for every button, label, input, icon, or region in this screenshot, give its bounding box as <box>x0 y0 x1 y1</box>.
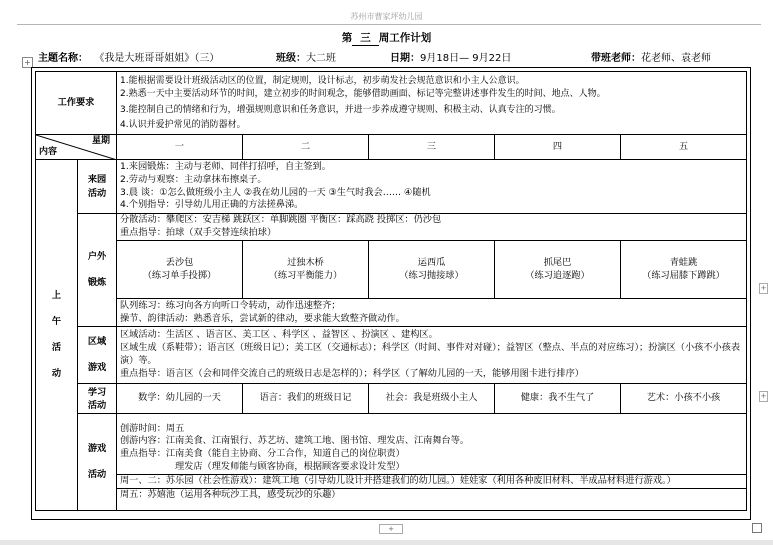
teacher-field <box>591 49 711 64</box>
game-label: 游戏活动 <box>78 414 117 511</box>
game-row <box>36 414 747 511</box>
row-resize-handle[interactable]: + <box>760 392 767 400</box>
horizontal-scrollbar[interactable] <box>0 540 773 545</box>
arrival-line: 3.晨 谈：①怎么做班级小主人 ②我在幼儿园的一天 ③生气时我会…… ④随机 <box>120 186 431 198</box>
work-req-line: 1.能根据需要设计班级活动区的位置，制定规则，设计标志，初步萌发社会规范意识和小主人公意识。 <box>120 76 525 86</box>
work-req-line: 4.认识并爱护常见的消防器材。 <box>120 120 246 130</box>
study-fri: 艺术：小孩不小孩 <box>621 384 747 414</box>
area-row <box>36 327 747 384</box>
arrival-row <box>36 160 747 214</box>
area-line: 区域活动：生活区 、语言区、美工区 、科学区 、益智区 、扮演区 、建构区。 <box>120 329 438 341</box>
outdoor-games-row <box>36 241 747 299</box>
outdoor-drill-cell <box>117 299 747 327</box>
table-resize-handle[interactable] <box>752 523 762 533</box>
date-label: 日期： <box>390 53 420 64</box>
arrival-line: 2.劳动与观察：主动拿抹布擦桌子。 <box>120 173 267 185</box>
class-value: 大二班 <box>306 53 336 64</box>
morning-activities-label: 上午活动 <box>36 160 78 511</box>
page-title <box>0 30 773 46</box>
area-line: 重点指导：语言区（会和同伴交流自己的班级日志是怎样的）；科学区（了解幼儿园的一天，能够用图卡进行排序） <box>120 367 584 379</box>
game-focus-2: 理发店（理发师能与顾客协商，根据顾客要求设计发型） <box>175 461 405 472</box>
arrival-label: 来园活动 <box>78 160 117 214</box>
study-mon: 数学：幼儿园的一天 <box>117 384 243 414</box>
outdoor-zones-row <box>36 214 747 241</box>
study-row <box>36 384 747 414</box>
title-suffix: 周工作计划 <box>378 32 432 44</box>
theme-value: 《我是大班哥哥姐姐》（三） <box>94 53 220 64</box>
header-divider <box>17 24 761 25</box>
day-header-row <box>36 135 747 160</box>
area-cell <box>117 327 747 384</box>
game-time: 创游时间：周五 <box>120 422 185 434</box>
game-fri: 周五：苏嬉池（运用各种玩沙工具，感受玩沙的乐趣） <box>117 488 746 502</box>
outdoor-game-wed: 运西瓜 （练习抛接球） <box>369 241 495 299</box>
study-label: 学习活动 <box>78 384 117 414</box>
game-cell <box>117 414 747 511</box>
row-resize-handle[interactable]: + <box>760 284 767 292</box>
work-req-cell <box>117 72 747 135</box>
game-content: 创游内容：江南美食、江南银行、苏艺坊、建筑工地、图书馆、理发店、江南舞台等。 <box>120 435 470 447</box>
arrival-line: 4.个别指导：引导幼儿用正确的方法搓鼻涕。 <box>120 199 304 211</box>
table-move-handle[interactable]: + <box>22 57 33 68</box>
day-monday: 一 <box>117 135 243 160</box>
area-game-label: 区域游戏 <box>78 327 117 384</box>
title-week: 三 <box>352 30 379 46</box>
date-field <box>390 49 511 64</box>
outdoor-drill-row <box>36 299 747 327</box>
weekly-plan-table <box>35 71 747 511</box>
day-wednesday: 三 <box>369 135 495 160</box>
teacher-label: 带班老师： <box>591 53 641 64</box>
class-label: 班级： <box>276 53 306 64</box>
outdoor-zones: 分散活动：攀爬区：安吉梯 跳跃区：单脚跳圈 平衡区：踩高跷 投掷区：仍沙包 <box>120 214 442 226</box>
week-label: 星期 <box>91 136 110 146</box>
work-req-label: 工作要求 <box>36 72 117 135</box>
content-label: 内容 <box>39 147 58 158</box>
outdoor-game-thu: 抓尾巴 （练习追逐跑） <box>495 241 621 299</box>
title-prefix: 第 <box>341 32 353 44</box>
week-content-header <box>36 135 117 160</box>
work-req-line: 3.能控制自己的情绪和行为，增强规则意识和任务意识，并进一步养成遵守规则、积极主动、认真专注的习惯。 <box>120 105 561 115</box>
outdoor-game-mon: 丢沙包 （练习单手投掷） <box>117 241 243 299</box>
study-tue: 语言：我们的班级日记 <box>243 384 369 414</box>
day-friday: 五 <box>621 135 747 160</box>
class-field <box>276 49 336 64</box>
study-wed: 社会：我是班级小主人 <box>369 384 495 414</box>
add-row-handle[interactable]: + <box>379 524 403 534</box>
school-header: 苏州市曹家坪幼儿园 <box>350 12 423 21</box>
study-thu: 健康：我不生气了 <box>495 384 621 414</box>
drill-line: 操节、韵律活动：熟悉音乐，尝试新的律动，要求能大致整齐做动作。 <box>120 312 405 324</box>
outdoor-game-tue: 过独木桥 （练习平衡能力） <box>243 241 369 299</box>
drill-line: 队列练习：练习向各方向听口令转动，动作迅速整齐； <box>120 299 341 311</box>
work-req-row <box>36 72 747 135</box>
arrival-cell <box>117 160 747 214</box>
day-tuesday: 二 <box>243 135 369 160</box>
outdoor-focus: 重点指导：拍球（双手交替连续拍球） <box>120 227 277 238</box>
outdoor-zones-cell <box>117 214 747 241</box>
teacher-value: 花老师、袁老师 <box>641 53 711 64</box>
theme-label: 主题名称： <box>38 53 88 64</box>
game-mon-tue: 周一、二：苏乐园（社会性游戏）：建筑工地（引导幼儿设计并搭建我们的幼儿园。）娃娃家（利用各种废旧材料、半成品材料进行游戏。） <box>117 474 746 488</box>
date-value: 9月18日— 9月22日 <box>420 53 512 64</box>
outdoor-game-fri: 青蛙跳 （练习屈膝下蹲跳） <box>621 241 747 299</box>
area-line: 区域生成（系鞋带）；语言区（班级日记）；美工区（交通标志）；科学区（时间、事件对对碰）；益智区（整点、半点的对应练习）；扮演区（小孩不小孩表演）等。 <box>120 342 741 366</box>
game-focus: 重点指导：江南美食（能自主协商、分工合作，知道自己的岗位职责） <box>120 448 405 460</box>
work-req-line: 2.熟悉一天中主要活动环节的时间，建立初步的时间观念，能够借助画面、标记等完整讲述事件发生的时间、地点、人物。 <box>120 89 606 99</box>
day-thursday: 四 <box>495 135 621 160</box>
theme-field <box>38 49 219 64</box>
arrival-line: 1.来园锻炼：主动与老师、同伴打招呼，自主签到。 <box>120 160 331 172</box>
outdoor-label: 户外锻炼 <box>78 214 117 327</box>
